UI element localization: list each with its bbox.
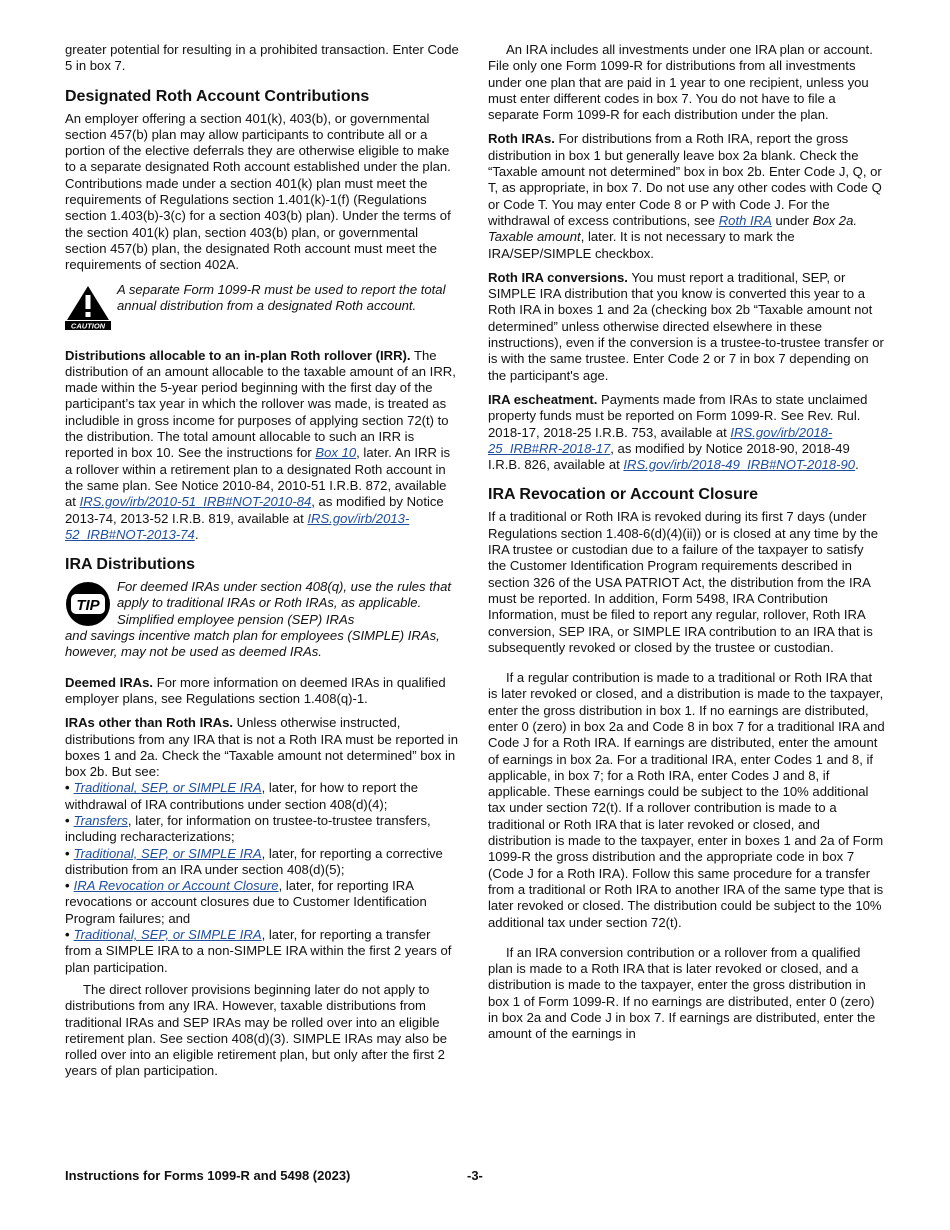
paragraph-roth: Roth IRAs. For distributions from a Roth IRA, report the gross distribution in box 1 but generally leave box 2a blank. Check the “Taxable amount not determined” box in box 2b. Enter Code J, Q, or T, as appropriate, in box 7. Do not use any other codes with Code Q or Code T. You may enter Code 8 or P with Code J. For the withdrawal of excess contributions, see Roth IRA under Box 2a. Taxable amount, later. It is not necessary to mark the IRA/SEP/SIMPLE checkbox. xyxy=(488,131,882,261)
paragraph: An employer offering a section 401(k), 403(b), or governmental section 457(b) plan may allow participants to contribute all or a portion of the elective deferrals they are otherwise eligible to make to a separate designated Roth account established under the plan. Contributions made under a section 401(k) plan must meet the requirements of Regulations section 1.401(k)-1(f) (Regulations section 1.403(b)-3(c) for a section 403(b) plan). Under the terms of the section 401(k) plan, section 403(b) plan, or governmental section 457(b) plan, the designated Roth account must meet the requirements of section 402A. xyxy=(65,110,451,273)
link-ira-revocation[interactable]: IRA Revocation or Account Closure xyxy=(73,878,279,894)
list-item: • Traditional, SEP, or SIMPLE IRA, later, for reporting a corrective distribution from an IRA under section 408(d)(5); xyxy=(65,845,443,877)
paragraph: If a regular contribution is made to a traditional or Roth IRA that is later revoked or closed, and a distribution is made to the taxpayer, enter the gross distribution in box 1. If no earnings are distributed, enter 0 (zero) in box 2a and Code 8 in box 7 for a traditional IRA and Code J for a Roth IRA. If earnings are distributed, enter the amount of earnings in box 2a. For a traditional IRA, enter Codes 1 and 8, if applicable, in box 7; for a Roth IRA, enter Codes J and 8, if applicable. These earnings could be subject to the 10% additional tax under section 72(t). If a rollover contribution is made to a traditional or Roth IRA that is later revoked or closed, and distribution is made to the taxpayer, enter in boxes 1 and 2a of Form 1099-R the gross distribution and the appropriate code in box 7 (Code J for a Roth IRA). Follow this same procedure for a transfer from a traditional or Roth IRA to another IRA of the same type that is later revoked or closed. The distribution could be subject to the 10% additional tax under section 72(t). xyxy=(488,670,885,930)
link-notice-2018-90[interactable]: IRS.gov/irb/2018-49_IRB#NOT-2018-90 xyxy=(623,457,856,473)
list-item: • IRA Revocation or Account Closure, later, for reporting IRA revocations or account closures due to Customer Identification Program failures; and xyxy=(65,878,427,926)
paragraph: An IRA includes all investments under one IRA plan or account. File only one Form 1099-R for distributions from all investments under one plan that are paid in 1 year to one recipient, unless you must enter different codes in box 7. You do not have to file a separate Form 1099-R for each distribution under the plan. xyxy=(488,42,873,123)
list-item: • Traditional, SEP, or SIMPLE IRA, later, for how to report the withdrawal of IRA contributions under section 408(d)(4); xyxy=(65,780,419,812)
tip-icon xyxy=(65,581,111,631)
list-item: • Traditional, SEP, or SIMPLE IRA, later, for reporting a transfer from a SIMPLE IRA to a non-SIMPLE IRA within the first 2 years of plan participation. xyxy=(65,927,452,975)
caution-text: A separate Form 1099-R must be used to report the total annual distribution from a designated Roth account. xyxy=(117,281,446,313)
irr-lead: Distributions allocable to an in-plan Roth rollover (IRR). xyxy=(65,347,411,363)
list-item: • Transfers, later, for information on trustee-to-trustee transfers, including recharacterizations; xyxy=(65,812,431,845)
tip-label: TIP xyxy=(76,597,100,615)
page-number: -3- xyxy=(467,1168,483,1183)
link-traditional-sep-simple[interactable]: Traditional, SEP, or SIMPLE IRA xyxy=(73,780,262,796)
link-rev-rul-2018-17[interactable]: IRS.gov/irb/2018-25_IRB#RR-2018-17 xyxy=(488,424,833,456)
paragraph-escheatment: IRA escheatment. Payments made from IRAs to state unclaimed property funds must be reported on Form 1099-R. See Rev. Rul. 2018-17, 2018-25 I.R.B. 753, available at IRS.gov/irb/2018-25_IRB#RR-2018-17, as modified by Notice 2018-90, 2018-49 I.R.B. 826, available at IRS.gov/irb/2018-49_IRB#NOT-2018-90. xyxy=(488,391,868,473)
caution-icon xyxy=(65,284,111,334)
tip-note xyxy=(65,579,460,660)
left-column xyxy=(65,42,460,1088)
section-heading-ira-distributions: IRA Distributions xyxy=(65,556,196,574)
link-notice-2013-74[interactable]: IRS.gov/irb/2013-52_IRB#NOT-2013-74 xyxy=(65,510,410,542)
page-footer xyxy=(65,1168,885,1183)
paragraph: If a traditional or Roth IRA is revoked during its first 7 days (under Regulations section 1.408-6(d)(4)(ii)) or is closed at any time by the IRA trustee or custodian due to a failure of the taxpayer to satisfy the Customer Identification Program requirements described in section 326 of the USA PATRIOT Act, the distribution from the IRA must be reported. In addition, Form 5498, IRA Contribution Information, must be filed to report any regular, rollover, Roth IRA conversion, SEP IRA, or SIMPLE IRA contribution to an IRA that is subsequently revoked or closed by the trustee or custodian. xyxy=(488,509,879,655)
tip-text-cont: and savings incentive match plan for employees (SIMPLE) IRAs, however, may not be used as deemed IRAs. xyxy=(65,628,440,660)
link-traditional-sep-simple[interactable]: Traditional, SEP, or SIMPLE IRA xyxy=(73,845,262,861)
paragraph: The direct rollover provisions beginning later do not apply to distributions from any IRA. However, taxable distributions from traditional IRAs and SEP IRAs may be rolled over into an eligible retirement plan. See section 408(d)(3). SIMPLE IRAs may also be rolled over into an eligible retirement plan, but only after the first 2 years of plan participation. xyxy=(65,981,448,1079)
paragraph: greater potential for resulting in a prohibited transaction. Enter Code 5 in box 7. xyxy=(65,42,459,74)
paragraph-other: IRAs other than Roth IRAs. Unless otherwise instructed, distributions from any IRA that is not a Roth IRA must be reported in boxes 1 and 2a. Check the “Taxable amount not determined” box in box 2b. But see: xyxy=(65,715,459,780)
link-notice-2010-84[interactable]: IRS.gov/irb/2010-51_IRB#NOT-2010-84 xyxy=(79,494,312,510)
tip-text: For deemed IRAs under section 408(q), use the rules that apply to traditional IRAs or Roth IRAs, as applicable. Simplified employee pension (SEP) IRAs xyxy=(117,579,452,627)
section-heading-designated-roth: Designated Roth Account Contributions xyxy=(65,87,370,105)
section-heading-revocation: IRA Revocation or Account Closure xyxy=(488,486,758,504)
right-column xyxy=(488,42,885,1051)
paragraph-deemed: Deemed IRAs. For more information on deemed IRAs in qualified employer plans, see Regulations section 1.408(q)-1. xyxy=(65,674,446,706)
link-traditional-sep-simple[interactable]: Traditional, SEP, or SIMPLE IRA xyxy=(73,927,262,943)
paragraph: If an IRA conversion contribution or a rollover from a qualified plan is made to a Roth IRA that is later revoked or closed, and a distribution is made to the taxpayer, enter the gross distribution in box 1 of Form 1099-R. If no earnings are distributed, enter 0 (zero) in box 2a and Code J in box 7. If earnings are distributed, enter the amount of the earnings in xyxy=(488,944,876,1042)
caution-label: CAUTION xyxy=(70,321,106,330)
link-roth-ira[interactable]: Roth IRA xyxy=(718,212,772,228)
footer-title: Instructions for Forms 1099-R and 5498 (2023) xyxy=(65,1168,351,1183)
link-box-10[interactable]: Box 10 xyxy=(315,445,357,461)
paragraph-irr: Distributions allocable to an in-plan Roth rollover (IRR). The distribution of an amount allocable to the taxable amount of an IRR, made within the 5-year period beginning with the first day of the participant’s tax year in which the rollover was made, is treated as includible in gross income for purposes of applying section 72(t) to the distribution. The total amount allocable to such an IRR is reported in box 10. See the instructions for Box 10, later. An IRR is a rollover within a retirement plan to a designated Roth account in the same plan. See Notice 2010-84, 2010-51 I.R.B. 872, available at IRS.gov/irb/2010-51_IRB#NOT-2010-84, as modified by Notice 2013-74, 2013-52 I.R.B. 819, available at IRS.gov/irb/2013-52_IRB#NOT-2013-74. xyxy=(65,347,456,542)
bullet-list xyxy=(65,780,460,976)
paragraph-conversions: Roth IRA conversions. You must report a traditional, SEP, or SIMPLE IRA distribution that you know is converted this year to a Roth IRA in boxes 1 and 2a (checking box 2b “Taxable amount not determined” unless otherwise directed elsewhere in these instructions), even if the conversion is a trustee-to-trustee transfer or is with the same trustee. Enter Code 2 or 7 in box 7 depending on the participant's age. xyxy=(488,269,884,383)
link-transfers[interactable]: Transfers xyxy=(73,812,128,828)
caution-note xyxy=(65,282,460,334)
